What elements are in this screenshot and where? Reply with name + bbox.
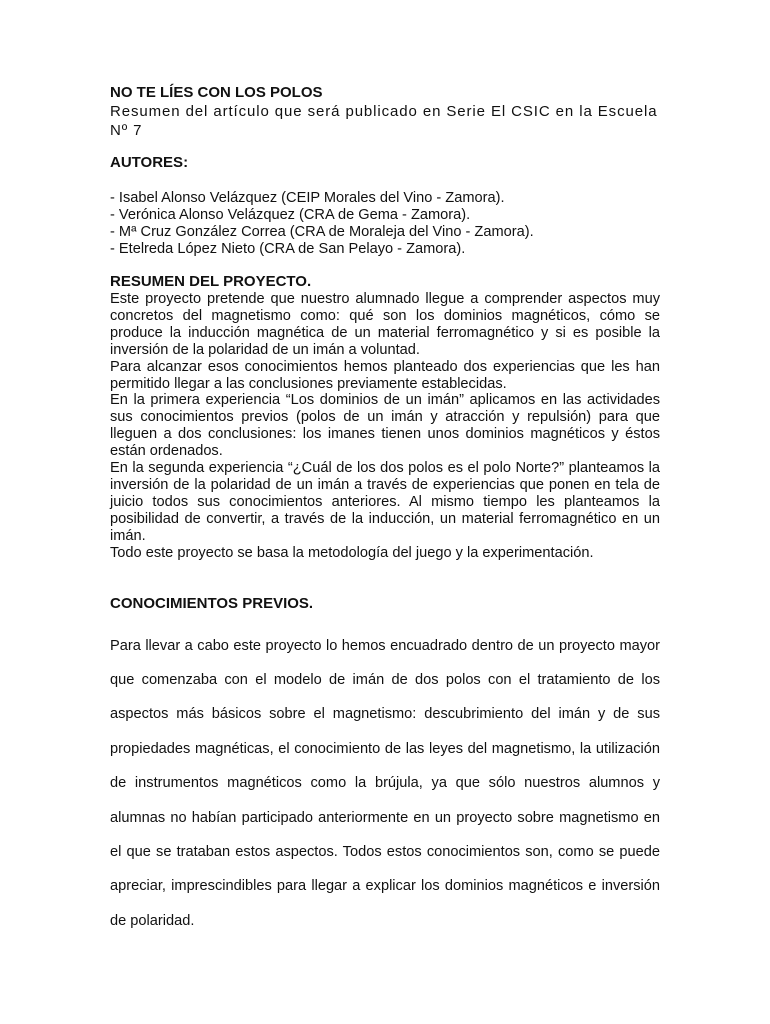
document-title: NO TE LÍES CON LOS POLOS [110, 84, 323, 101]
summary-heading: RESUMEN DEL PROYECTO. [110, 273, 312, 290]
author-item: - Isabel Alonso Velázquez (CEIP Morales del Vino - Zamora). [110, 190, 505, 206]
prior-knowledge-paragraph: Para llevar a cabo este proyecto lo hemos encuadrado dentro de un proyecto mayor que comenzaba con el modelo de imán de dos polos con el tratamiento de los aspectos más básicos sobre el magnetismo: descubrimiento del imán y de sus propiedades magnéticas, el conocimiento de las leyes del magnetismo, la utilización de instrumentos magnéticos como la brújula, ya que sólo nuestros alumnos y alumnas no habían participado anteriormente en un proyecto sobre magnetismo en el que se trataban estos aspectos. Todos estos conocimientos son, como se puede apreciar, imprescindibles para llegar a explicar los dominios magnéticos e inversión de polaridad. [110, 637, 660, 929]
summary-paragraph: Todo este proyecto se basa la metodología del juego y la experimentación. [110, 544, 594, 561]
document-subtitle: Resumen del artículo que será publicado en Serie El CSIC en la Escuela Nº 7 [110, 103, 658, 139]
authors-heading: AUTORES: [110, 154, 189, 171]
author-list [110, 190, 660, 258]
prior-knowledge-heading: CONOCIMIENTOS PREVIOS. [110, 594, 314, 612]
summary-paragraph: Este proyecto pretende que nuestro alumnado llegue a comprender aspectos muy concretos del magnetismo como: qué son los dominios magnéticos, cómo se produce la inducción magnética de un material ferromagnético y si es posible la inversión de la polaridad de un imán a voluntad. [110, 291, 660, 358]
summary-paragraph: Para alcanzar esos conocimientos hemos planteado dos experiencias que les han permitido llegar a las conclusiones previamente establecidas. [110, 358, 660, 392]
author-item: - Mª Cruz González Correa (CRA de Moraleja del Vino - Zamora). [110, 224, 534, 240]
summary-paragraph: En la primera experiencia “Los dominios de un imán” aplicamos en las actividades sus conocimientos previos (polos de un imán y atracción y repulsión) para que lleguen a dos conclusiones: los imanes tienen unos dominios magnéticos y éstos están ordenados. [110, 392, 660, 460]
summary-paragraph: En la segunda experiencia “¿Cuál de los dos polos es el polo Norte?” planteamos la inversión de la polaridad de un imán a través de experiencias que ponen en tela de juicio todos sus conocimientos anteriores. Al mismo tiempo les planteamos la posibilidad de convertir, a través de la inducción, un material ferromagnético en un imán. [110, 460, 660, 544]
document-page [110, 84, 660, 953]
author-item: - Etelreda López Nieto (CRA de San Pelayo - Zamora). [110, 241, 466, 257]
summary-section [110, 291, 660, 562]
author-item: - Verónica Alonso Velázquez (CRA de Gema - Zamora). [110, 207, 471, 223]
